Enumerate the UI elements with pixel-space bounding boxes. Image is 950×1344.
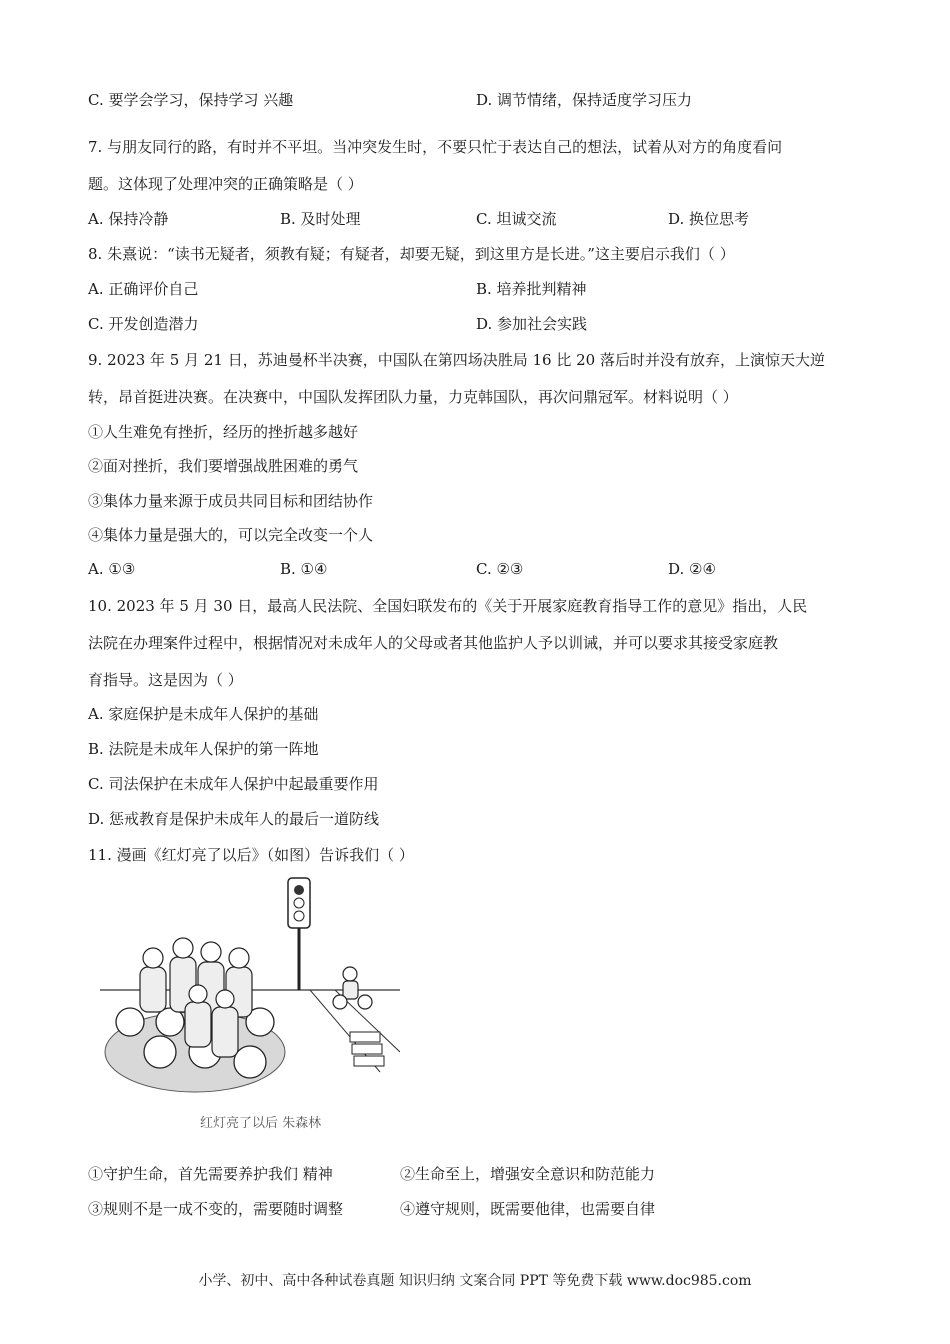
q10-option-b: B. 法院是未成年人保护的第一阵地 <box>88 740 319 758</box>
q9-statement-1: ①人生难免有挫折，经历的挫折越多越好 <box>88 423 359 441</box>
q9-option-d: D. ②④ <box>668 560 716 578</box>
q8-option-a: A. 正确评价自己 <box>88 280 199 298</box>
q10-option-c: C. 司法保护在未成年人保护中起最重要作用 <box>88 775 379 793</box>
q11-statement-2: ②生命至上，增强安全意识和防范能力 <box>400 1165 656 1183</box>
q7-option-c: C. 坦诚交流 <box>476 210 557 228</box>
q9-statement-2: ②面对挫折，我们要增强战胜困难的勇气 <box>88 457 359 475</box>
q10-stem-line-2: 法院在办理案件过程中，根据情况对未成年人的父母或者其他监护人予以训诫，并可以要求其接受家庭教 <box>88 634 779 652</box>
q8-option-b: B. 培养批判精神 <box>476 280 587 298</box>
q9-statement-4: ④集体力量是强大的，可以完全改变一个人 <box>88 526 374 544</box>
q7-option-d: D. 换位思考 <box>668 210 750 228</box>
red-light-cartoon <box>100 872 400 1106</box>
q7-stem-line-1: 7. 与朋友同行的路，有时并不平坦。当冲突发生时，不要只忙于表达自己的想法，试着从对方的角度看问 <box>88 138 783 156</box>
q9-stem-line-1: 9. 2023 年 5 月 21 日，苏迪曼杯半决赛，中国队在第四场决胜局 16 比 20 落后时并没有放弃，上演惊天大逆 <box>88 351 825 369</box>
q9-stem-line-2: 转，昂首挺进决赛。在决赛中，中国队发挥团队力量，力克韩国队，再次问鼎冠军。材料说明（ ） <box>88 388 738 406</box>
q7-stem-line-2: 题。这体现了处理冲突的正确策略是（ ） <box>88 175 363 193</box>
q8-option-c: C. 开发创造潜力 <box>88 315 199 333</box>
q11-statement-1: ①守护生命，首先需要养护我们 精神 <box>88 1165 333 1183</box>
q9-option-a: A. ①③ <box>88 560 136 578</box>
q8-stem: 8. 朱熹说：“读书无疑者，须教有疑；有疑者，却要无疑，到这里方是长进。”这主要启示我们（ ） <box>88 245 735 263</box>
q9-option-b: B. ①④ <box>280 560 328 578</box>
cartoon-caption: 红灯亮了以后 朱森林 <box>200 1116 322 1131</box>
q10-option-d: D. 惩戒教育是保护未成年人的最后一道防线 <box>88 810 380 828</box>
page-footer: 小学、初中、高中各种试卷真题 知识归纳 文案合同 PPT 等免费下载 www.doc985.com <box>198 1273 752 1289</box>
q9-option-c: C. ②③ <box>476 560 524 578</box>
q10-option-a: A. 家庭保护是未成年人保护的基础 <box>88 705 319 723</box>
q7-option-a: A. 保持冷静 <box>88 210 169 228</box>
q7-option-b: B. 及时处理 <box>280 210 361 228</box>
q6-option-d: D. 调节情绪，保持适度学习压力 <box>476 91 693 109</box>
q11-statement-4: ④遵守规则，既需要他律，也需要自律 <box>400 1200 656 1218</box>
q10-stem-line-3: 育指导。这是因为（ ） <box>88 671 243 689</box>
q8-option-d: D. 参加社会实践 <box>476 315 588 333</box>
q11-statement-3: ③规则不是一成不变的，需要随时调整 <box>88 1200 344 1218</box>
q11-stem: 11. 漫画《红灯亮了以后》（如图）告诉我们（ ） <box>88 846 414 864</box>
q6-option-c: C. 要学会学习，保持学习 兴趣 <box>88 91 294 109</box>
q10-stem-line-1: 10. 2023 年 5 月 30 日，最高人民法院、全国妇联发布的《关于开展家庭教育指导工作的意见》指出，人民 <box>88 597 808 615</box>
q9-statement-3: ③集体力量来源于成员共同目标和团结协作 <box>88 492 374 510</box>
